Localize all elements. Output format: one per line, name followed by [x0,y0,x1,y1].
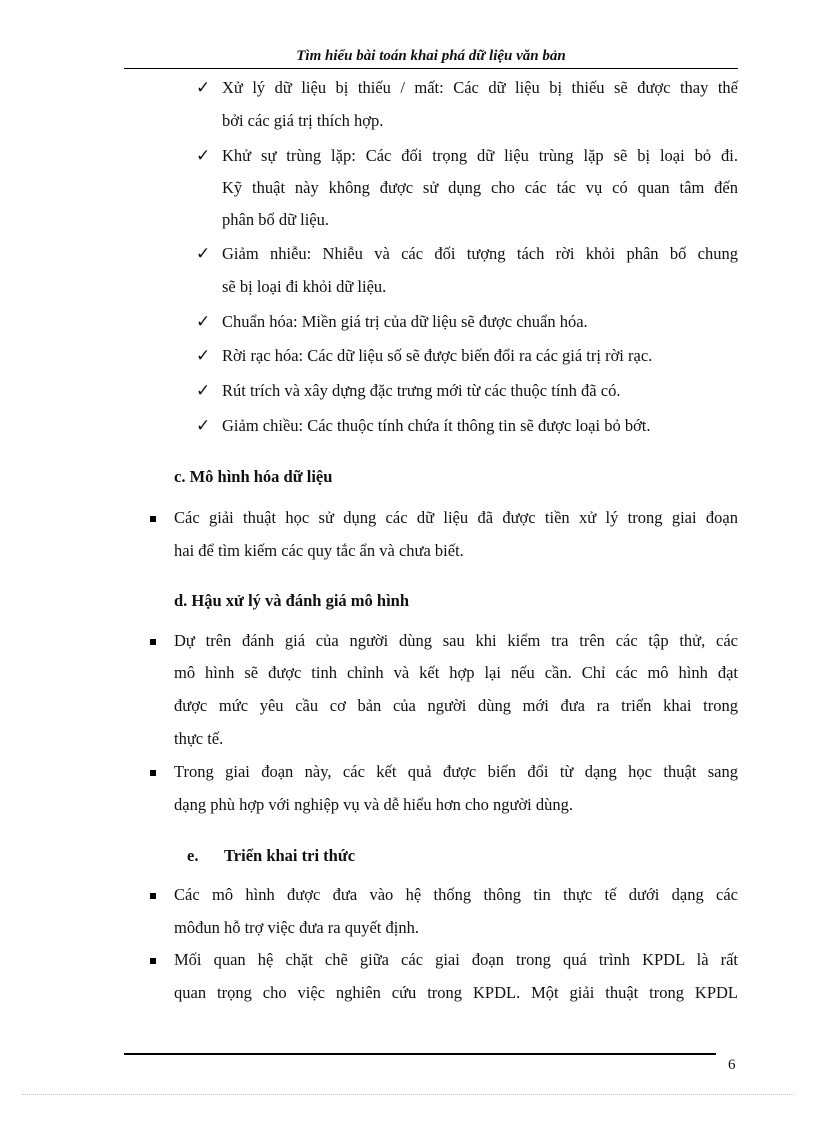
check-item-line: sẽ bị loại đi khỏi dữ liệu. [222,277,387,296]
check-item-line: Rời rạc hóa: Các dữ liệu số sẽ được biến đổi ra các giá trị rời rạc. [222,346,653,365]
bullet-line: Mối quan hệ chặt chẽ giữa các giai đoạn trong quá trình KPDL là rất [174,950,738,969]
bullet-icon [150,516,156,522]
check-icon: ✓ [196,381,211,400]
running-header: Tìm hiểu bài toán khai phá dữ liệu văn bản [296,48,566,64]
section-heading-e: Triển khai tri thức [224,846,356,865]
bullet-line: Các mô hình được đưa vào hệ thống thông tin thực tế dưới dạng các [174,885,738,904]
bullet-icon [150,958,156,964]
section-letter-e: e. [187,846,199,865]
bullet-line: môđun hỗ trợ việc đưa ra quyết định. [174,918,419,937]
bullet-line: dạng phù hợp với nghiệp vụ và dễ hiểu hơn cho người dùng. [174,795,573,814]
page-number: 6 [728,1057,736,1073]
bullet-icon [150,639,156,645]
section-heading-d: d. Hậu xử lý và đánh giá mô hình [174,591,410,610]
check-icon: ✓ [196,244,211,263]
check-item-line: Chuẩn hóa: Miền giá trị của dữ liệu sẽ được chuẩn hóa. [222,312,588,331]
bullet-icon [150,770,156,776]
check-icon: ✓ [196,78,211,97]
check-item-line: Giảm chiều: Các thuộc tính chứa ít thông tin sẽ được loại bỏ bớt. [222,416,651,435]
check-item-line: bởi các giá trị thích hợp. [222,111,384,130]
check-item-line: Rút trích và xây dựng đặc trưng mới từ các thuộc tính đã có. [222,381,621,400]
check-icon: ✓ [196,416,211,435]
check-item-line: Xử lý dữ liệu bị thiếu / mất: Các dữ liệu bị thiếu sẽ được thay thế [222,78,738,97]
check-item-line: Kỹ thuật này không được sử dụng cho các tác vụ có quan tâm đến [222,178,738,197]
bullet-line: thực tế. [174,729,224,748]
bullet-line: Dự trên đánh giá của người dùng sau khi kiểm tra trên các tập thử, các [174,631,738,650]
page-edge-divider [22,1094,794,1095]
check-item-line: Khử sự trùng lặp: Các đối trọng dữ liệu trùng lặp sẽ bị loại bỏ đi. [222,146,738,165]
check-icon: ✓ [196,146,211,165]
check-icon: ✓ [196,312,211,331]
bullet-line: Trong giai đoạn này, các kết quả được biến đổi từ dạng học thuật sang [174,762,738,781]
check-icon: ✓ [196,346,211,365]
bullet-line: hai để tìm kiếm các quy tắc ẩn và chưa biết. [174,541,464,560]
check-item-line: phân bổ dữ liệu. [222,210,330,229]
bullet-line: mô hình sẽ được tinh chỉnh và kết hợp lại nếu cần. Chỉ các mô hình đạt [174,663,738,682]
check-item-line: Giảm nhiễu: Nhiễu và các đối tượng tách rời khỏi phân bố chung [222,244,738,263]
bullet-icon [150,893,156,899]
bullet-line: quan trọng cho việc nghiên cứu trong KPDL. Một giải thuật trong KPDL [174,983,738,1002]
header-rule [124,68,738,69]
section-heading-c: c. Mô hình hóa dữ liệu [174,467,333,486]
footer-rule [124,1053,716,1055]
bullet-line: Các giải thuật học sử dụng các dữ liệu đã được tiền xử lý trong giai đoạn [174,508,738,527]
bullet-line: được mức yêu cầu cơ bản của người dùng mới đưa ra triển khai trong [174,696,738,715]
